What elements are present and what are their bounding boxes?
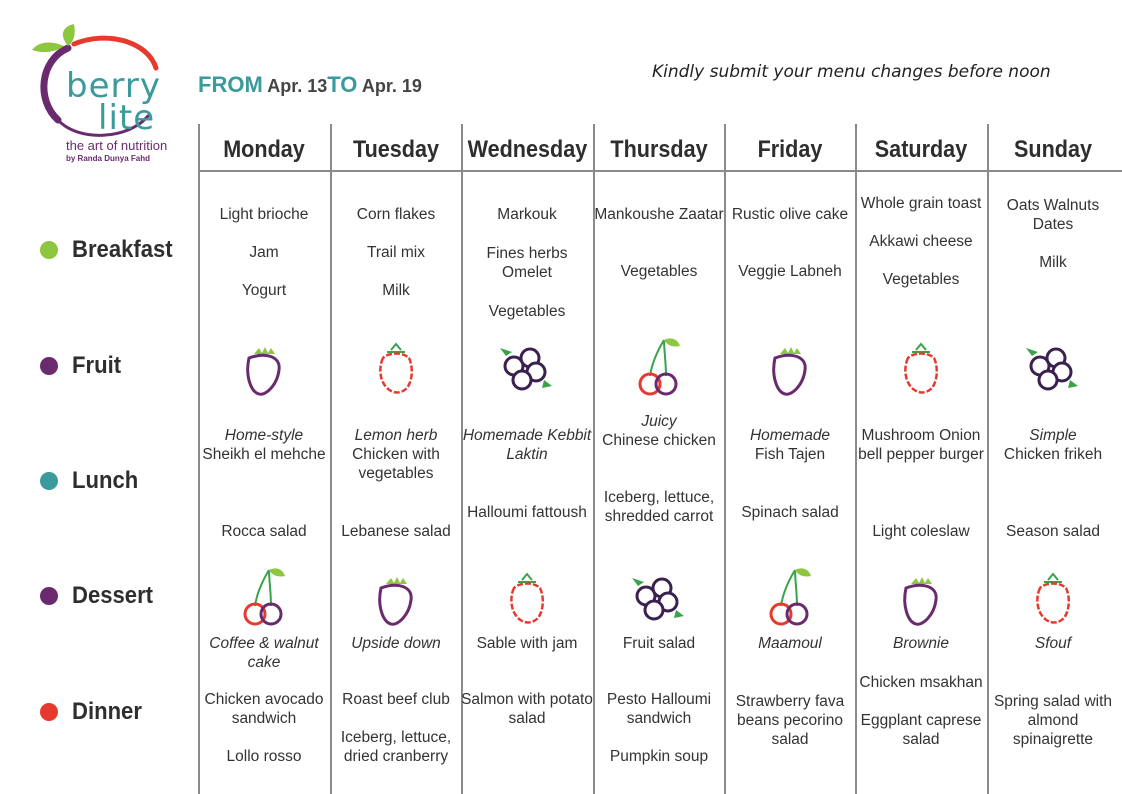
meal-label-dessert — [40, 582, 160, 610]
lunch-main-cell — [855, 426, 987, 464]
menu-item: Sheikh el mehche — [202, 446, 326, 463]
menu-item: Iceberg, lettuce, shredded carrot — [603, 489, 715, 525]
logo-word-berry: berry — [66, 66, 161, 106]
day-header-sunday: Sunday — [1013, 136, 1093, 163]
lunch-main-cell — [987, 426, 1119, 464]
cherries-icon — [755, 562, 825, 632]
menu-item: Homemade Kebbit Laktin — [462, 427, 592, 463]
lunch-main-cell — [330, 426, 462, 483]
menu-item: Akkawi cheese — [869, 233, 973, 250]
menu-item: Rocca salad — [221, 523, 307, 540]
raspberry-icon — [492, 566, 562, 636]
dessert-cell — [855, 634, 987, 653]
dinner-cell — [593, 690, 725, 766]
meal-label-text: Dinner — [72, 698, 142, 725]
menu-item: Juicy — [641, 413, 677, 430]
menu-item: Homemade — [749, 427, 831, 444]
dinner-cell — [987, 692, 1119, 749]
from-date: Apr. 13 — [267, 76, 328, 96]
lunch-main-cell — [198, 426, 330, 464]
dessert-cell — [987, 634, 1119, 653]
menu-item: Chicken with vegetables — [352, 446, 440, 482]
menu-change-notice: Kindly submit your menu changes before noon — [652, 62, 1051, 82]
menu-item: Maamoul — [758, 635, 822, 652]
meal-label-text: Lunch — [72, 467, 139, 494]
raspberry-icon — [1018, 566, 1088, 636]
menu-item: Milk — [1039, 254, 1067, 271]
menu-item: Spinach salad — [741, 504, 839, 521]
menu-item: Oats Walnuts Dates — [1006, 197, 1100, 233]
dinner-cell — [198, 690, 330, 766]
menu-item: Brownie — [893, 635, 949, 652]
menu-item: Home-style — [224, 427, 304, 444]
menu-item: Lebanese salad — [341, 523, 451, 540]
lunch-side-cell — [855, 522, 987, 541]
raspberry-icon — [886, 336, 956, 406]
menu-item: Roast beef club — [342, 691, 450, 708]
meal-dot-icon — [40, 703, 58, 721]
menu-item: Halloumi fattoush — [467, 504, 587, 521]
menu-item: Milk — [382, 282, 410, 299]
meal-dot-icon — [40, 241, 58, 259]
breakfast-cell — [461, 205, 593, 321]
logo-byline: by Randa Dunya Fahd — [66, 154, 151, 163]
dessert-cell — [198, 634, 330, 672]
fig-icon — [886, 566, 956, 636]
menu-item: Chicken avocado sandwich — [204, 691, 324, 727]
menu-item: Rustic olive cake — [731, 206, 849, 223]
menu-item: Veggie Labneh — [738, 263, 842, 280]
menu-item: Spring salad with almond spinaigrette — [993, 693, 1113, 748]
meal-label-text: Fruit — [72, 352, 122, 379]
breakfast-cell — [987, 196, 1119, 272]
meal-label-text: Breakfast — [72, 236, 173, 263]
lunch-side-cell — [330, 522, 462, 541]
breakfast-cell — [330, 205, 462, 300]
menu-item: Yogurt — [241, 282, 287, 299]
day-header-monday: Monday — [223, 136, 305, 163]
meal-dot-icon — [40, 357, 58, 375]
menu-item: Strawberry fava beans pecorino salad — [735, 693, 845, 748]
date-range — [198, 72, 422, 98]
menu-item: Corn flakes — [356, 206, 436, 223]
lunch-side-cell — [724, 503, 856, 522]
breakfast-cell — [593, 205, 725, 281]
menu-item: Iceberg, lettuce, dried cranberry — [340, 729, 452, 765]
menu-item: Whole grain toast — [860, 195, 982, 212]
raspberry-icon — [361, 336, 431, 406]
menu-item: Vegetables — [620, 263, 698, 280]
logo-word-lite: lite — [98, 98, 156, 138]
menu-item: Chicken frikeh — [1003, 446, 1103, 463]
menu-item: Salmon with potato salad — [461, 691, 593, 727]
lunch-side-cell — [593, 488, 725, 526]
from-label: FROM — [198, 72, 263, 97]
dinner-cell — [461, 690, 593, 728]
menu-item: Chicken msakhan — [859, 674, 983, 691]
meal-label-lunch — [40, 467, 144, 495]
lunch-side-cell — [987, 522, 1119, 541]
to-date: Apr. 19 — [361, 76, 422, 96]
menu-item: Season salad — [1006, 523, 1100, 540]
menu-item: Trail mix — [367, 244, 425, 261]
lunch-main-cell — [461, 426, 593, 464]
lunch-side-cell — [461, 503, 593, 522]
day-header-tuesday: Tuesday — [352, 136, 440, 163]
breakfast-cell — [724, 205, 856, 281]
menu-item: Fish Tajen — [754, 446, 826, 463]
dinner-cell — [724, 692, 856, 749]
menu-item: Mankoushe Zaatar — [594, 206, 724, 223]
menu-item: Light coleslaw — [872, 523, 970, 540]
menu-item: Sfouf — [1034, 635, 1072, 652]
dessert-cell — [330, 634, 462, 653]
logo-tagline: the art of nutrition — [66, 138, 168, 153]
menu-item: Pesto Halloumi sandwich — [606, 691, 712, 727]
day-header-saturday: Saturday — [874, 136, 968, 163]
menu-item: Pumpkin soup — [609, 748, 709, 765]
blueberries-icon — [492, 336, 562, 406]
menu-item: Upside down — [351, 635, 441, 652]
menu-item: Markouk — [497, 206, 557, 223]
day-header-friday: Friday — [757, 136, 823, 163]
meal-dot-icon — [40, 472, 58, 490]
breakfast-cell — [198, 205, 330, 300]
day-header-thursday: Thursday — [610, 136, 708, 163]
header-divider — [198, 170, 1122, 172]
lunch-side-cell — [198, 522, 330, 541]
fig-icon — [755, 336, 825, 406]
menu-item: Lemon herb — [354, 427, 438, 444]
cherries-icon — [624, 332, 694, 402]
meal-label-fruit — [40, 352, 125, 380]
blueberries-icon — [1018, 336, 1088, 406]
meal-label-text: Dessert — [72, 582, 154, 609]
menu-item: Sable with jam — [476, 635, 578, 652]
fig-icon — [361, 566, 431, 636]
lunch-main-cell — [593, 412, 725, 450]
dessert-cell — [461, 634, 593, 653]
menu-item: Simple — [1029, 427, 1077, 444]
menu-item: Mushroom Onion bell pepper burger — [858, 427, 984, 463]
to-label: TO — [327, 72, 358, 97]
dinner-cell — [855, 673, 987, 749]
fig-icon — [229, 336, 299, 406]
dessert-cell — [593, 634, 725, 653]
day-header-wednesday: Wednesday — [467, 136, 588, 163]
menu-item: Eggplant caprese salad — [860, 712, 982, 748]
menu-item: Lollo rosso — [226, 748, 302, 765]
lunch-main-cell — [724, 426, 856, 464]
menu-item: Fines herbs Omelet — [486, 245, 568, 281]
blueberries-icon — [624, 566, 694, 636]
menu-item: Light brioche — [219, 206, 309, 223]
menu-item: Jam — [249, 244, 279, 261]
menu-item: Fruit salad — [622, 635, 696, 652]
dinner-cell — [330, 690, 462, 766]
menu-item: Vegetables — [488, 303, 566, 320]
meal-label-dinner — [40, 698, 148, 726]
breakfast-cell — [855, 194, 987, 289]
dessert-cell — [724, 634, 856, 653]
brand-logo — [28, 20, 178, 170]
cherries-icon — [229, 562, 299, 632]
menu-item: Vegetables — [882, 271, 960, 288]
menu-item: Coffee & walnut cake — [209, 635, 319, 671]
menu-item: Chinese chicken — [602, 432, 716, 449]
meal-label-breakfast — [40, 236, 181, 264]
meal-dot-icon — [40, 587, 58, 605]
